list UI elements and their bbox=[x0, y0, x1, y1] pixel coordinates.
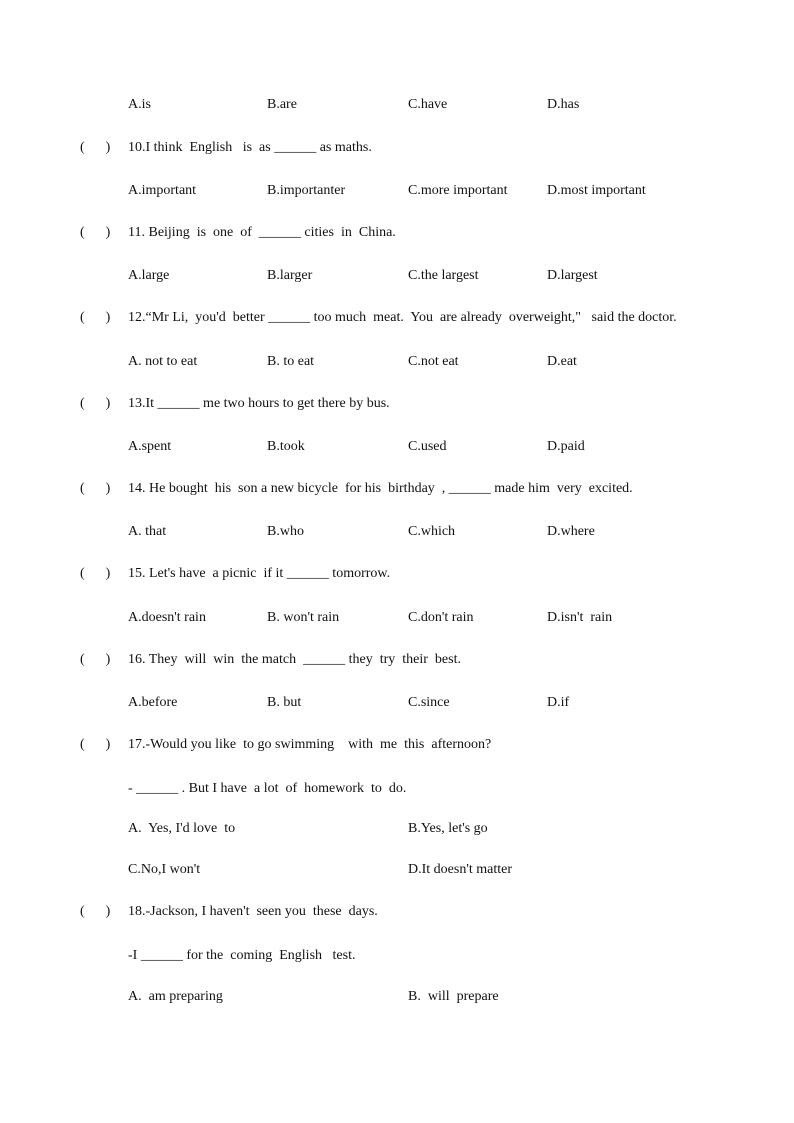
answer-option: B.Yes, let's go bbox=[408, 821, 488, 836]
answer-option: D.It doesn't matter bbox=[408, 862, 512, 877]
answer-option: B. will prepare bbox=[408, 989, 499, 1004]
question-text: 17.-Would you like to go swimming with me this afternoon? bbox=[128, 737, 492, 752]
answer-option: A. that bbox=[128, 524, 167, 539]
answer-option: C.which bbox=[408, 524, 456, 539]
answer-option: D.paid bbox=[547, 439, 585, 454]
answer-option: A. am preparing bbox=[128, 989, 223, 1004]
question-text: 18.-Jackson, I haven't seen you these days. bbox=[128, 904, 378, 919]
answer-option: A.important bbox=[128, 183, 197, 198]
answer-option: C.don't rain bbox=[408, 610, 474, 625]
answer-option: A.large bbox=[128, 268, 170, 283]
answer-option: C.No,I won't bbox=[128, 862, 201, 877]
answer-option: D.isn't rain bbox=[547, 610, 613, 625]
answer-option: B. won't rain bbox=[267, 610, 340, 625]
answer-option: A. Yes, I'd love to bbox=[128, 821, 236, 836]
answer-option: D.eat bbox=[547, 354, 577, 369]
answer-option: A. not to eat bbox=[128, 354, 198, 369]
answer-blank-parens: ( ) bbox=[80, 310, 111, 325]
answer-option: B. to eat bbox=[267, 354, 315, 369]
answer-option: A.before bbox=[128, 695, 178, 710]
dialogue-line: - ______ . But I have a lot of homework to do. bbox=[128, 781, 407, 796]
answer-option: C.more important bbox=[408, 183, 508, 198]
answer-option: D.most important bbox=[547, 183, 646, 198]
answer-option: C.the largest bbox=[408, 268, 479, 283]
answer-option: D.largest bbox=[547, 268, 598, 283]
answer-blank-parens: ( ) bbox=[80, 737, 111, 752]
question-text: 16. They will win the match ______ they try their best. bbox=[128, 652, 461, 667]
answer-blank-parens: ( ) bbox=[80, 225, 111, 240]
answer-blank-parens: ( ) bbox=[80, 140, 111, 155]
question-text: 12.“Mr Li, you'd better ______ too much meat. You are already overweight," said the doctor. bbox=[128, 310, 677, 325]
question-text: 10.I think English is as ______ as maths. bbox=[128, 140, 372, 155]
answer-option: C.since bbox=[408, 695, 450, 710]
answer-option: B. but bbox=[267, 695, 302, 710]
answer-option: D.if bbox=[547, 695, 570, 710]
answer-blank-parens: ( ) bbox=[80, 396, 111, 411]
question-text: 11. Beijing is one of ______ cities in China. bbox=[128, 225, 396, 240]
answer-option: A.doesn't rain bbox=[128, 610, 206, 625]
answer-option: C.used bbox=[408, 439, 447, 454]
answer-option: A.is bbox=[128, 97, 151, 112]
answer-option: B.importanter bbox=[267, 183, 346, 198]
answer-option: B.took bbox=[267, 439, 305, 454]
question-text: 14. He bought his son a new bicycle for his birthday , ______ made him very excited. bbox=[128, 481, 633, 496]
answer-blank-parens: ( ) bbox=[80, 652, 111, 667]
answer-option: C.have bbox=[408, 97, 448, 112]
answer-option: D.where bbox=[547, 524, 595, 539]
answer-option: D.has bbox=[547, 97, 580, 112]
question-text: 13.It ______ me two hours to get there by bus. bbox=[128, 396, 390, 411]
answer-option: B.larger bbox=[267, 268, 313, 283]
answer-blank-parens: ( ) bbox=[80, 566, 111, 581]
answer-option: A.spent bbox=[128, 439, 172, 454]
answer-blank-parens: ( ) bbox=[80, 904, 111, 919]
answer-option: C.not eat bbox=[408, 354, 459, 369]
answer-option: B.who bbox=[267, 524, 304, 539]
dialogue-line: -I ______ for the coming English test. bbox=[128, 948, 356, 963]
question-text: 15. Let's have a picnic if it ______ tomorrow. bbox=[128, 566, 391, 581]
answer-option: B.are bbox=[267, 97, 297, 112]
answer-blank-parens: ( ) bbox=[80, 481, 111, 496]
